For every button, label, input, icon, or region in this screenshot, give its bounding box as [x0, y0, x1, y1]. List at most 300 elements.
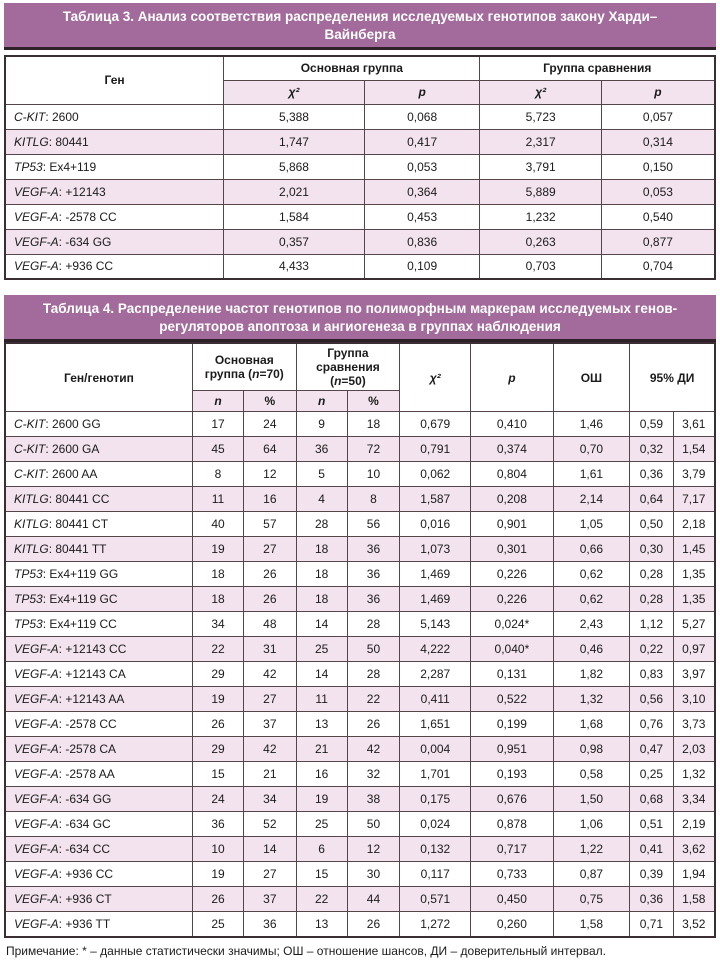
value-cell: 0,877: [601, 229, 715, 254]
value-cell: 0,208: [471, 487, 553, 512]
value-cell: 0,59: [630, 412, 673, 437]
value-cell: 26: [347, 912, 400, 937]
value-cell: 0,36: [630, 887, 673, 912]
gene-variant: : Ex4+119: [42, 159, 97, 174]
table-row: [5, 662, 715, 687]
col-header-chi2: χ²: [400, 343, 471, 412]
gene-symbol: KITLG: [14, 542, 49, 557]
value-cell: 4: [296, 487, 347, 512]
value-cell: 17: [192, 412, 243, 437]
table-row: [5, 862, 715, 887]
gene-variant: : +936 TT: [58, 916, 111, 931]
value-cell: 1,45: [673, 537, 715, 562]
value-cell: 0,901: [471, 512, 553, 537]
gene-cell: [5, 104, 224, 129]
gene-variant: : 80441 CT: [48, 517, 109, 532]
value-cell: 1,82: [553, 662, 630, 687]
value-cell: 1,701: [400, 762, 471, 787]
value-cell: 45: [192, 437, 243, 462]
value-cell: 3,34: [673, 787, 715, 812]
gene-variant: : 80441: [48, 134, 89, 149]
value-cell: 10: [192, 837, 243, 862]
value-cell: 44: [347, 887, 400, 912]
value-cell: 0,66: [553, 537, 630, 562]
value-cell: 3,73: [673, 712, 715, 737]
gene-cell: [5, 487, 192, 512]
col-header-gene: Ген: [5, 56, 224, 104]
value-cell: 40: [192, 512, 243, 537]
value-cell: 0,704: [601, 254, 715, 279]
value-cell: 1,747: [224, 129, 365, 154]
group-label-part: Основная группа (: [204, 353, 274, 382]
gene-symbol: VEGF-A: [14, 817, 59, 832]
table-row: [5, 462, 715, 487]
gene-symbol: VEGF-A: [14, 667, 59, 682]
col-header-p: p: [471, 343, 553, 412]
value-cell: 0,39: [630, 862, 673, 887]
gene-cell: [5, 437, 192, 462]
gene-cell: [5, 612, 192, 637]
value-cell: 57: [244, 512, 297, 537]
value-cell: 0,417: [364, 129, 480, 154]
value-cell: 11: [192, 487, 243, 512]
gene-symbol: VEGF-A: [14, 209, 59, 224]
value-cell: 0,314: [601, 129, 715, 154]
gene-cell: [5, 737, 192, 762]
value-cell: 1,68: [553, 712, 630, 737]
value-cell: 0,357: [224, 229, 365, 254]
gene-cell: [5, 229, 224, 254]
value-cell: 0,068: [364, 104, 480, 129]
value-cell: 36: [347, 587, 400, 612]
value-cell: 1,61: [553, 462, 630, 487]
value-cell: 1,469: [400, 587, 471, 612]
col-header-odds-ratio: ОШ: [553, 343, 630, 412]
value-cell: 0,062: [400, 462, 471, 487]
gene-cell: [5, 512, 192, 537]
value-cell: 0,522: [471, 687, 553, 712]
value-cell: 0,36: [630, 462, 673, 487]
gene-variant: : -2578 CA: [58, 742, 117, 757]
value-cell: 19: [192, 687, 243, 712]
gene-symbol: VEGF-A: [14, 234, 59, 249]
value-cell: 21: [244, 762, 297, 787]
table3-head: [5, 56, 715, 104]
table-row: [5, 512, 715, 537]
value-cell: 0,301: [471, 537, 553, 562]
value-cell: 0,50: [630, 512, 673, 537]
value-cell: 0,453: [364, 204, 480, 229]
value-cell: 12: [244, 462, 297, 487]
gene-symbol: VEGF-A: [14, 842, 59, 857]
value-cell: 37: [244, 887, 297, 912]
value-cell: 0,98: [553, 737, 630, 762]
value-cell: 2,03: [673, 737, 715, 762]
col-header-chi2-main: χ²: [224, 80, 365, 104]
gene-variant: : -634 CC: [58, 842, 111, 857]
col-header-chi2-comparison: χ²: [480, 80, 601, 104]
value-cell: 0,75: [553, 887, 630, 912]
value-cell: 0,56: [630, 687, 673, 712]
table-row: [5, 812, 715, 837]
gene-cell: [5, 254, 224, 279]
value-cell: 19: [296, 787, 347, 812]
table-row: [5, 562, 715, 587]
value-cell: 1,58: [553, 912, 630, 937]
col-header-n-main: n: [192, 391, 243, 412]
value-cell: 2,021: [224, 179, 365, 204]
value-cell: 37: [244, 712, 297, 737]
value-cell: 0,260: [471, 912, 553, 937]
col-header-percent-main: %: [244, 391, 297, 412]
table4-section: [4, 295, 716, 938]
value-cell: 2,43: [553, 612, 630, 637]
value-cell: 3,79: [673, 462, 715, 487]
gene-variant: : -2578 CC: [58, 209, 117, 224]
gene-symbol: KITLG: [14, 492, 49, 507]
table-row: [5, 412, 715, 437]
value-cell: 0,87: [553, 862, 630, 887]
value-cell: 0,30: [630, 537, 673, 562]
gene-cell: [5, 412, 192, 437]
value-cell: 0,175: [400, 787, 471, 812]
value-cell: 52: [244, 812, 297, 837]
value-cell: 0,58: [553, 762, 630, 787]
gene-cell: [5, 537, 192, 562]
value-cell: 7,17: [673, 487, 715, 512]
value-cell: 0,62: [553, 587, 630, 612]
value-cell: 25: [296, 812, 347, 837]
value-cell: 0,540: [601, 204, 715, 229]
value-cell: 36: [244, 912, 297, 937]
gene-symbol: C-KIT: [14, 442, 46, 457]
value-cell: 29: [192, 662, 243, 687]
gene-symbol: C-KIT: [14, 467, 46, 482]
value-cell: 50: [347, 812, 400, 837]
value-cell: 72: [347, 437, 400, 462]
value-cell: 1,32: [673, 762, 715, 787]
gene-symbol: TP53: [14, 567, 43, 582]
value-cell: 0,226: [471, 562, 553, 587]
value-cell: 36: [192, 812, 243, 837]
gene-variant: : 80441 CC: [48, 492, 110, 507]
spacer: [4, 280, 716, 295]
table3-group-header-row: [5, 56, 715, 80]
table4-body: [5, 412, 715, 937]
value-cell: 13: [296, 912, 347, 937]
col-header-n-comparison: n: [296, 391, 347, 412]
gene-cell: [5, 887, 192, 912]
value-cell: 21: [296, 737, 347, 762]
value-cell: 5,27: [673, 612, 715, 637]
gene-variant: : Ex4+119 CC: [42, 617, 117, 632]
gene-variant: : Ex4+119 GG: [42, 567, 119, 582]
table-row: [5, 229, 715, 254]
group-label-part: Группа сравнения (: [316, 346, 380, 389]
value-cell: 0,131: [471, 662, 553, 687]
value-cell: 27: [244, 537, 297, 562]
value-cell: 0,679: [400, 412, 471, 437]
value-cell: 0,450: [471, 887, 553, 912]
value-cell: 0,791: [400, 437, 471, 462]
table-row: [5, 637, 715, 662]
gene-variant: : -634 GC: [58, 817, 111, 832]
gene-cell: [5, 587, 192, 612]
gene-symbol: KITLG: [14, 517, 49, 532]
value-cell: 0,46: [553, 637, 630, 662]
value-cell: 0,878: [471, 812, 553, 837]
value-cell: 18: [192, 587, 243, 612]
value-cell: 14: [244, 837, 297, 862]
gene-symbol: VEGF-A: [14, 259, 59, 274]
value-cell: 0,150: [601, 154, 715, 179]
value-cell: 1,073: [400, 537, 471, 562]
value-cell: 28: [296, 512, 347, 537]
gene-cell: [5, 179, 224, 204]
value-cell: 0,374: [471, 437, 553, 462]
gene-variant: : -2578 CC: [58, 717, 117, 732]
value-cell: 0,226: [471, 587, 553, 612]
value-cell: 28: [347, 612, 400, 637]
value-cell: 2,287: [400, 662, 471, 687]
col-header-comparison-group: [296, 343, 400, 391]
value-cell: 1,651: [400, 712, 471, 737]
value-cell: 0,951: [471, 737, 553, 762]
value-cell: 26: [192, 712, 243, 737]
value-cell: 3,791: [480, 154, 601, 179]
gene-variant: : +936 CC: [58, 259, 114, 274]
gene-variant: : +936 CT: [58, 892, 112, 907]
gene-symbol: C-KIT: [14, 417, 46, 432]
n-symbol: n: [334, 374, 342, 389]
value-cell: 36: [347, 562, 400, 587]
gene-variant: : +12143 AA: [58, 692, 125, 707]
gene-cell: [5, 562, 192, 587]
table-row: [5, 437, 715, 462]
value-cell: 1,272: [400, 912, 471, 937]
gene-cell: [5, 204, 224, 229]
value-cell: 28: [347, 662, 400, 687]
value-cell: 0,28: [630, 562, 673, 587]
value-cell: 0,117: [400, 862, 471, 887]
value-cell: 1,50: [553, 787, 630, 812]
col-header-p-comparison: p: [601, 80, 715, 104]
value-cell: 14: [296, 612, 347, 637]
value-cell: 26: [192, 887, 243, 912]
value-cell: 0,83: [630, 662, 673, 687]
value-cell: 1,12: [630, 612, 673, 637]
gene-variant: : 80441 TT: [48, 542, 107, 557]
value-cell: 18: [296, 537, 347, 562]
value-cell: 36: [296, 437, 347, 462]
table3-body: [5, 104, 715, 279]
gene-variant: : 2600: [45, 109, 79, 124]
value-cell: 11: [296, 687, 347, 712]
col-header-main-group: [192, 343, 296, 391]
table-row: [5, 587, 715, 612]
table-row: [5, 612, 715, 637]
value-cell: 0,004: [400, 737, 471, 762]
value-cell: 22: [347, 687, 400, 712]
value-cell: 25: [192, 912, 243, 937]
value-cell: 1,35: [673, 587, 715, 612]
value-cell: 4,222: [400, 637, 471, 662]
table-row: [5, 837, 715, 862]
value-cell: 8: [192, 462, 243, 487]
value-cell: 0,053: [601, 179, 715, 204]
value-cell: 1,94: [673, 862, 715, 887]
table-row: [5, 179, 715, 204]
gene-symbol: VEGF-A: [14, 717, 59, 732]
value-cell: 1,22: [553, 837, 630, 862]
gene-symbol: VEGF-A: [14, 642, 59, 657]
value-cell: 0,70: [553, 437, 630, 462]
gene-symbol: TP53: [14, 159, 43, 174]
value-cell: 18: [296, 587, 347, 612]
gene-cell: [5, 762, 192, 787]
value-cell: 14: [296, 662, 347, 687]
value-cell: 25: [296, 637, 347, 662]
value-cell: 27: [244, 862, 297, 887]
value-cell: 0,62: [553, 562, 630, 587]
value-cell: 42: [244, 662, 297, 687]
value-cell: 16: [296, 762, 347, 787]
value-cell: 1,32: [553, 687, 630, 712]
gene-symbol: VEGF-A: [14, 767, 59, 782]
value-cell: 48: [244, 612, 297, 637]
value-cell: 2,317: [480, 129, 601, 154]
table4-group-header-row: [5, 343, 715, 391]
value-cell: 1,469: [400, 562, 471, 587]
value-cell: 1,54: [673, 437, 715, 462]
table-row: [5, 104, 715, 129]
gene-variant: : -634 GG: [58, 234, 112, 249]
gene-symbol: VEGF-A: [14, 892, 59, 907]
value-cell: 19: [192, 862, 243, 887]
gene-symbol: VEGF-A: [14, 916, 59, 931]
value-cell: 26: [347, 712, 400, 737]
value-cell: 0,364: [364, 179, 480, 204]
n-symbol: n: [252, 367, 260, 382]
gene-variant: : 2600 GA: [45, 442, 100, 457]
table-row: [5, 254, 715, 279]
table-row: [5, 154, 715, 179]
value-cell: 0,057: [601, 104, 715, 129]
value-cell: 27: [244, 687, 297, 712]
value-cell: 0,571: [400, 887, 471, 912]
value-cell: 29: [192, 737, 243, 762]
col-header-percent-comparison: %: [347, 391, 400, 412]
gene-cell: [5, 462, 192, 487]
value-cell: 0,64: [630, 487, 673, 512]
value-cell: 0,132: [400, 837, 471, 862]
table-row: [5, 887, 715, 912]
value-cell: 5,143: [400, 612, 471, 637]
value-cell: 30: [347, 862, 400, 887]
value-cell: 0,51: [630, 812, 673, 837]
table-row: [5, 204, 715, 229]
value-cell: 32: [347, 762, 400, 787]
table3-section: [4, 3, 716, 280]
value-cell: 0,76: [630, 712, 673, 737]
value-cell: 42: [244, 737, 297, 762]
table-row: [5, 712, 715, 737]
value-cell: 0,97: [673, 637, 715, 662]
gene-variant: : +12143: [58, 184, 106, 199]
gene-symbol: TP53: [14, 592, 43, 607]
footnote: Примечание: * – данные статистически значимы; ОШ – отношение шансов, ДИ – доверительный интервал.: [6, 943, 606, 958]
value-cell: 36: [347, 537, 400, 562]
value-cell: 18: [192, 562, 243, 587]
value-cell: 24: [192, 787, 243, 812]
col-header-gene-genotype: Ген/генотип: [5, 343, 192, 412]
value-cell: 1,46: [553, 412, 630, 437]
value-cell: 2,19: [673, 812, 715, 837]
value-cell: 3,97: [673, 662, 715, 687]
value-cell: 0,109: [364, 254, 480, 279]
value-cell: 4,433: [224, 254, 365, 279]
value-cell: 0,717: [471, 837, 553, 862]
value-cell: 1,05: [553, 512, 630, 537]
value-cell: 26: [244, 562, 297, 587]
gene-cell: [5, 154, 224, 179]
table-row: [5, 487, 715, 512]
value-cell: 2,18: [673, 512, 715, 537]
gene-symbol: C-KIT: [14, 109, 46, 124]
value-cell: 0,263: [480, 229, 601, 254]
value-cell: 0,410: [471, 412, 553, 437]
value-cell: 6: [296, 837, 347, 862]
col-header-main-group: Основная группа: [224, 56, 480, 80]
value-cell: 8: [347, 487, 400, 512]
value-cell: 42: [347, 737, 400, 762]
value-cell: 0,703: [480, 254, 601, 279]
value-cell: 34: [244, 787, 297, 812]
value-cell: 0,040*: [471, 637, 553, 662]
value-cell: 0,68: [630, 787, 673, 812]
value-cell: 50: [347, 637, 400, 662]
value-cell: 0,676: [471, 787, 553, 812]
table3: [4, 55, 716, 280]
value-cell: 5,388: [224, 104, 365, 129]
value-cell: 15: [192, 762, 243, 787]
value-cell: 24: [244, 412, 297, 437]
table-row: [5, 687, 715, 712]
value-cell: 34: [192, 612, 243, 637]
value-cell: 2,14: [553, 487, 630, 512]
gene-symbol: VEGF-A: [14, 792, 59, 807]
gene-symbol: VEGF-A: [14, 692, 59, 707]
value-cell: 0,804: [471, 462, 553, 487]
table-row: [5, 737, 715, 762]
value-cell: 0,32: [630, 437, 673, 462]
value-cell: 1,584: [224, 204, 365, 229]
gene-cell: [5, 662, 192, 687]
gene-variant: : -2578 AA: [58, 767, 115, 782]
value-cell: 10: [347, 462, 400, 487]
value-cell: 1,58: [673, 887, 715, 912]
group-label-part: =50): [341, 374, 366, 389]
gene-variant: : +936 CC: [58, 867, 114, 882]
value-cell: 5: [296, 462, 347, 487]
value-cell: 0,733: [471, 862, 553, 887]
value-cell: 1,587: [400, 487, 471, 512]
value-cell: 13: [296, 712, 347, 737]
gene-symbol: VEGF-A: [14, 184, 59, 199]
value-cell: 56: [347, 512, 400, 537]
value-cell: 1,35: [673, 562, 715, 587]
table-row: [5, 787, 715, 812]
